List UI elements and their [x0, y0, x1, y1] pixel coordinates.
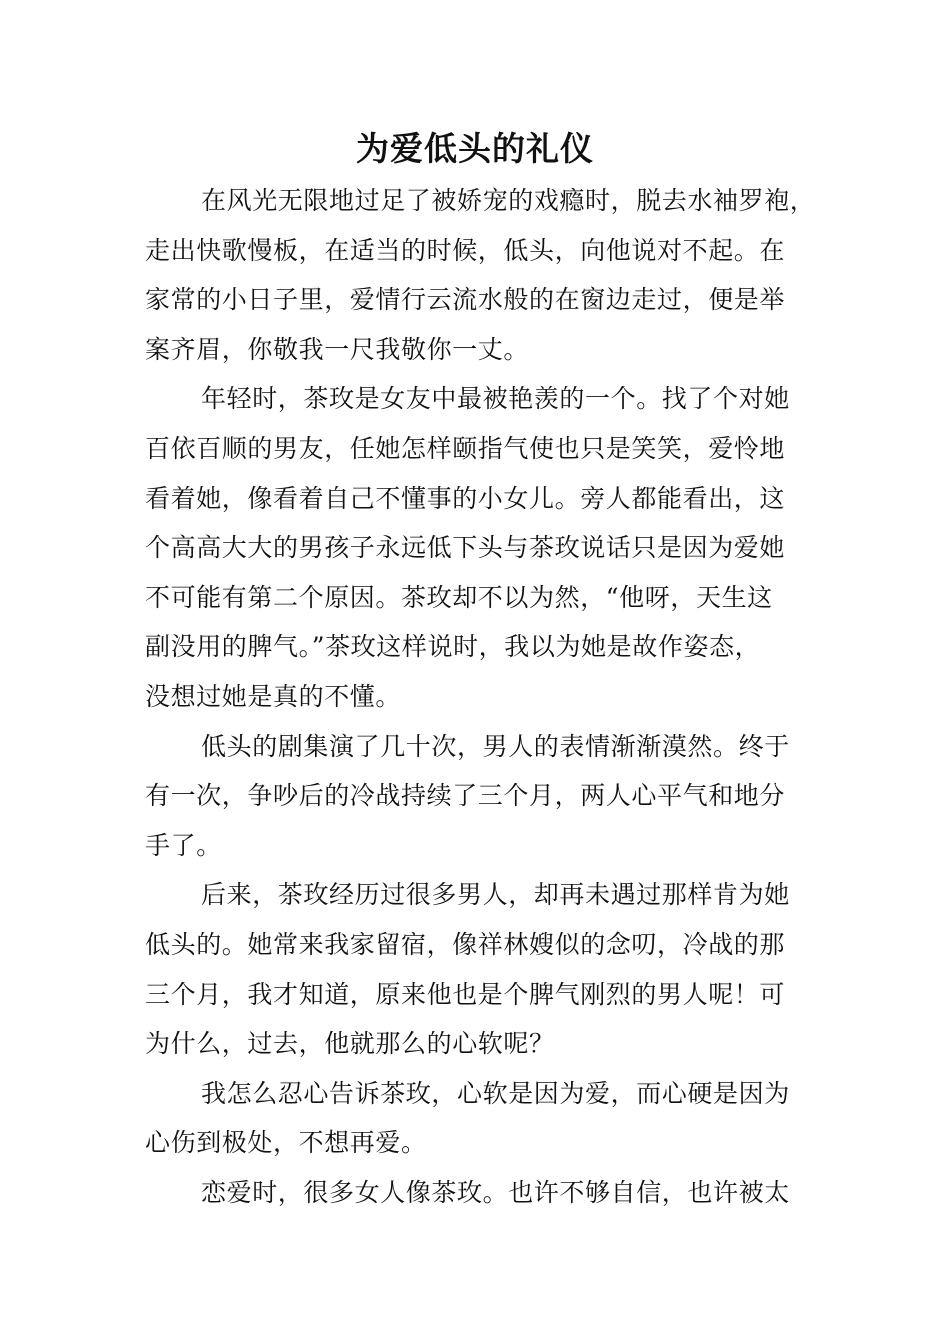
text-line: 有一次，争吵后的冷战持续了三个月，两人心平气和地分 — [145, 781, 786, 811]
text-line: 在风光无限地过足了被娇宠的戏瘾时，脱去水袖罗袍， — [201, 186, 816, 215]
text-line: 我怎么忍心告诉茶玫，心软是因为爱，而心硬是因为 — [201, 1078, 790, 1108]
text-line: 个高高大大的男孩子永远低下头与茶玫说话只是因为爱她 — [145, 533, 786, 563]
text-line: 没想过她是真的不懂。 — [145, 681, 402, 711]
text-line: 为什么，过去，他就那么的心软呢？ — [145, 1029, 555, 1059]
text-line: 恋爱时，很多女人像茶玫。也许不够自信，也许被太 — [201, 1177, 790, 1207]
text-line: 百依百顺的男友，任她怎样颐指气使也只是笑笑，爱怜地 — [145, 433, 786, 463]
text-line: 心伤到极处，不想再爱。 — [145, 1128, 427, 1158]
page-title: 为爱低头的礼仪 — [356, 129, 594, 168]
text-line: 年轻时，茶玫是女友中最被艳羡的一个。找了个对她 — [201, 384, 790, 414]
text-line: 看着她，像看着自己不懂事的小女儿。旁人都能看出，这 — [145, 483, 786, 513]
article-body — [145, 176, 816, 1217]
text-line: 三个月，我才知道，原来他也是个脾气刚烈的男人呢！可 — [145, 979, 786, 1009]
text-line: 低头的剧集演了几十次，男人的表情渐渐漠然。终于 — [201, 731, 790, 761]
text-line: 后来，茶玫经历过很多男人，却再未遇过那样肯为她 — [201, 880, 790, 910]
text-line: 副没用的脾气。”茶玫这样说时，我以为她是故作姿态， — [145, 632, 761, 662]
text-line: 低头的。她常来我家留宿，像祥林嫂似的念叨，冷战的那 — [145, 929, 786, 959]
text-line: 案齐眉，你敬我一尺我敬你一丈。 — [145, 334, 530, 364]
text-line: 不可能有第二个原因。茶玫却不以为然，“他呀，天生这 — [145, 582, 773, 612]
text-line: 家常的小日子里，爱情行云流水般的在窗边走过，便是举 — [145, 285, 786, 315]
text-line: 手了。 — [145, 830, 222, 860]
text-line: 走出快歌慢板，在适当的时候，低头，向他说对不起。在 — [145, 235, 786, 265]
